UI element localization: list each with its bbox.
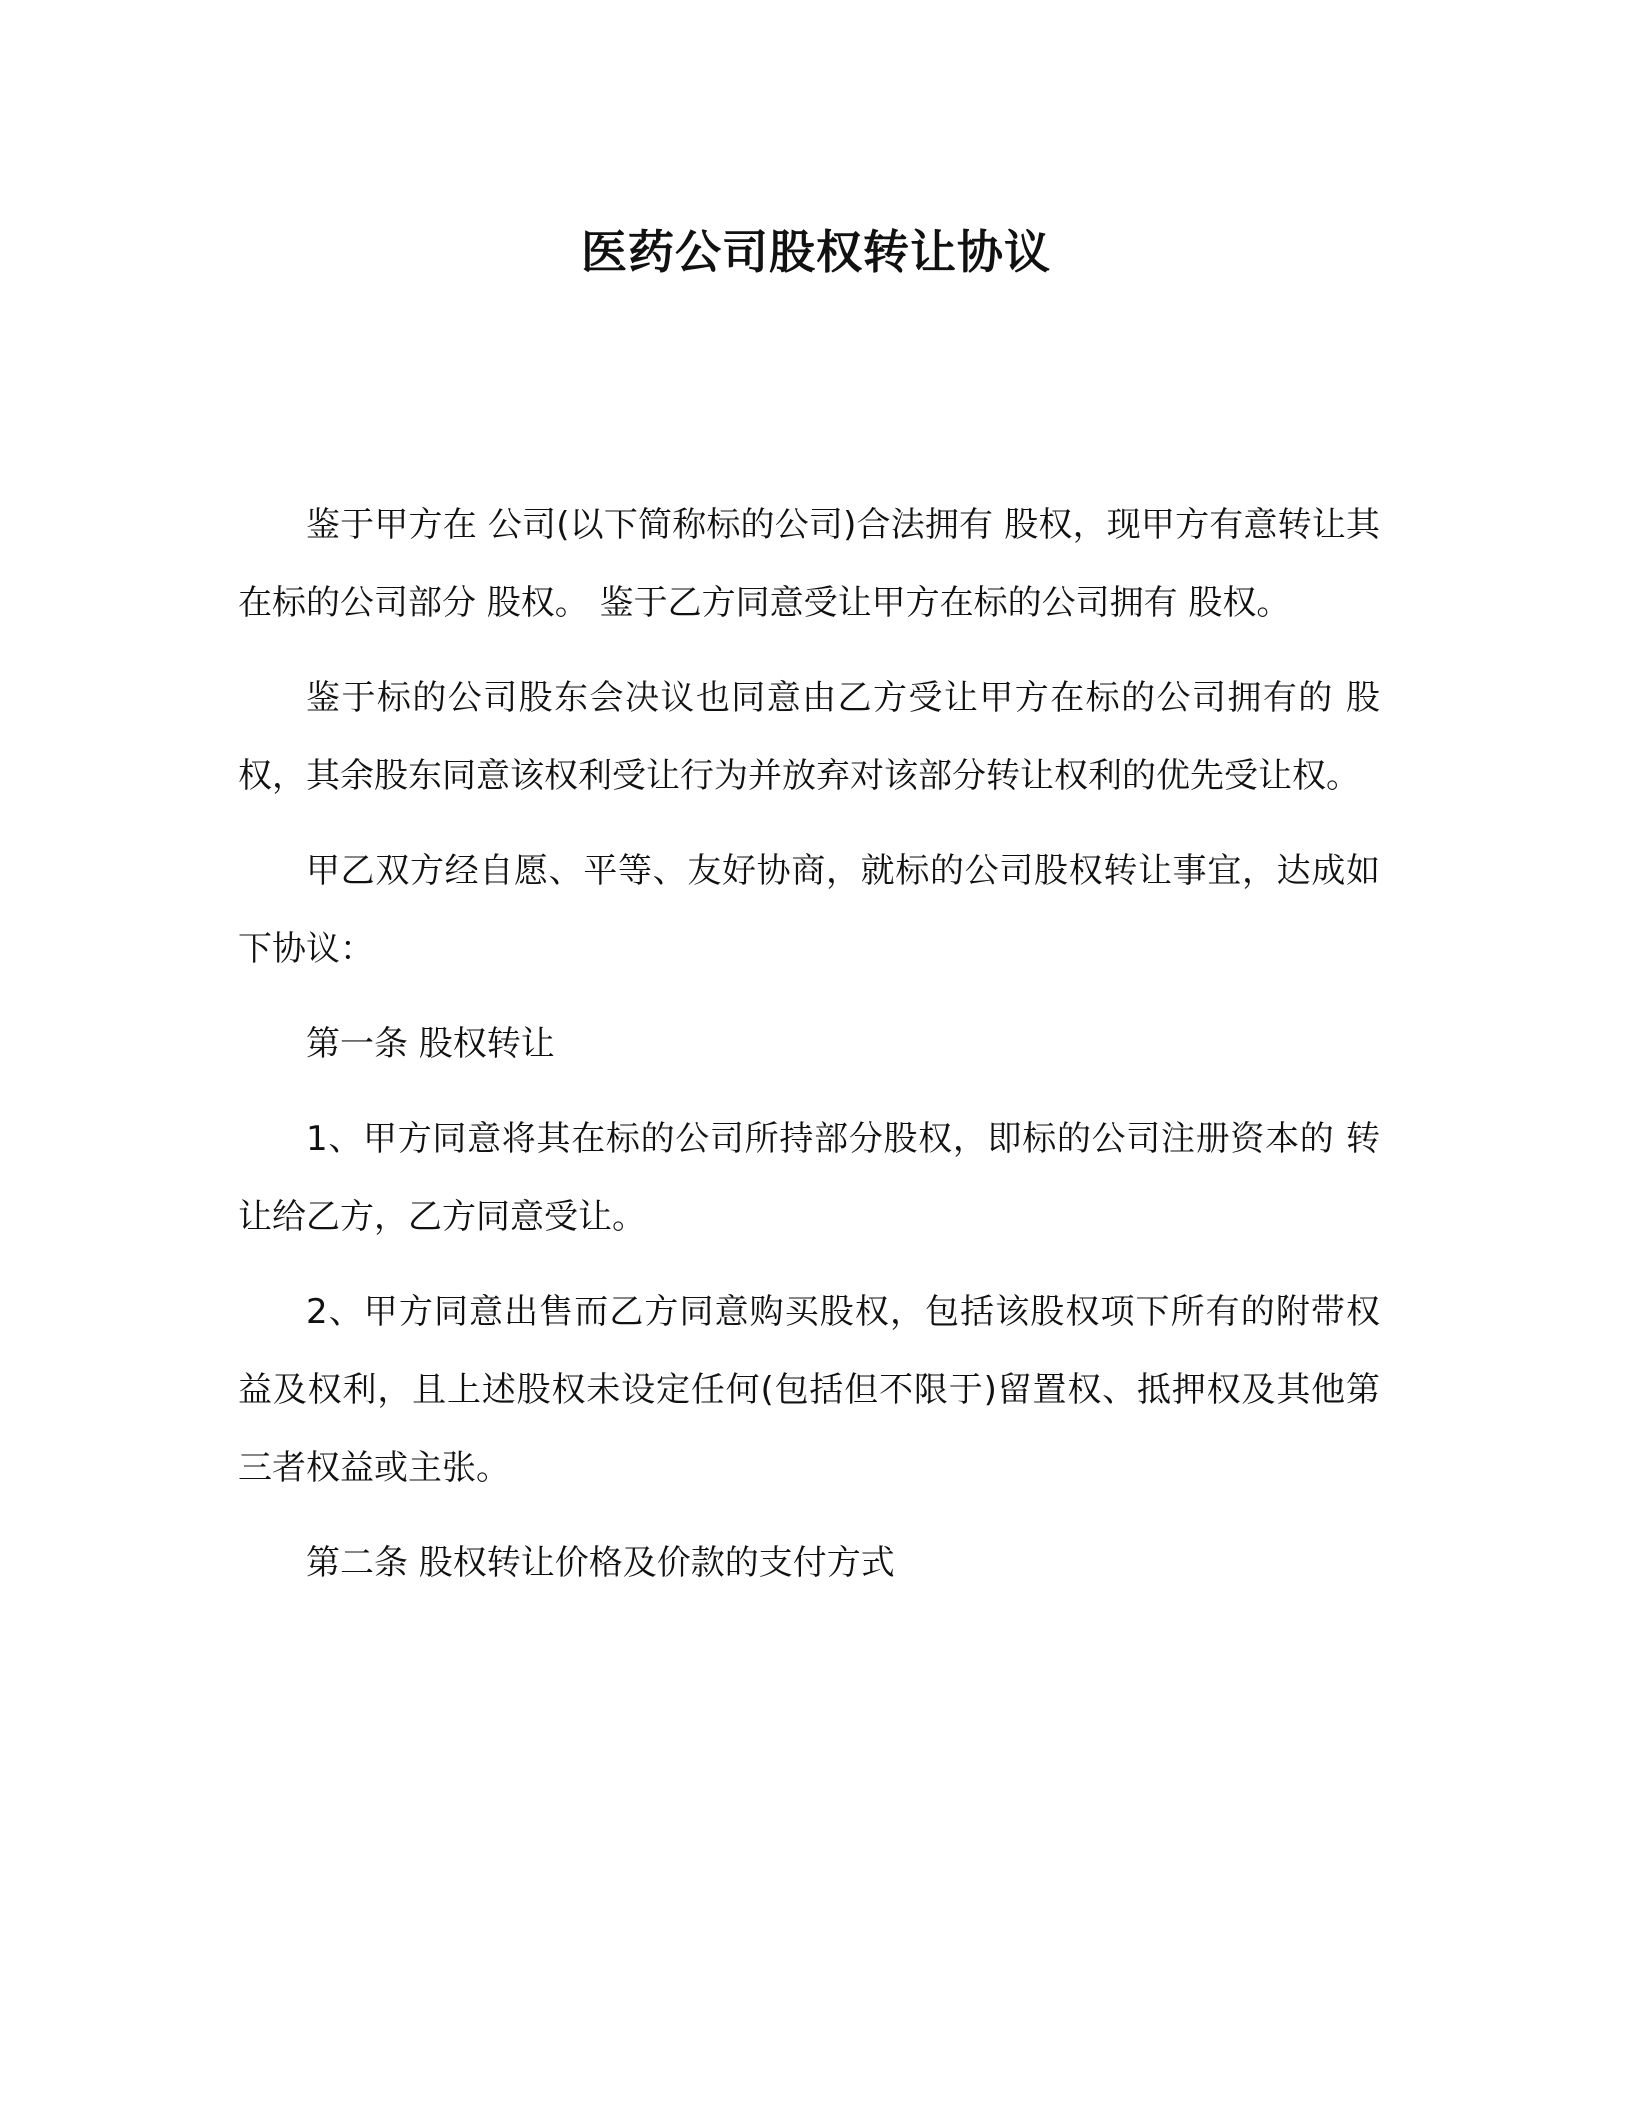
paragraph-recital-2: 鉴于标的公司股东会决议也同意由乙方受让甲方在标的公司拥有的 股权，其余股东同意该权利受让行为并放弃对该部分转让权利的优先受让权。	[238, 678, 1380, 796]
article-1-clause-2: 2、甲方同意出售而乙方同意购买股权，包括该股权项下所有的附带权益及权利，且上述股权未设定任何(包括但不限于)留置权、抵押权及其他第三者权益或主张。	[238, 1292, 1380, 1488]
document-body	[238, 486, 1380, 1619]
article-1-clause-1: 1、甲方同意将其在标的公司所持部分股权，即标的公司注册资本的 转让给乙方，乙方同意受让。	[238, 1119, 1380, 1237]
document-title: 医药公司股权转让协议	[581, 225, 1051, 279]
article-1-heading: 第一条 股权转让	[306, 1024, 555, 1064]
paragraph-agreement-intro: 甲乙双方经自愿、平等、友好协商，就标的公司股权转让事宜，达成如下协议：	[238, 851, 1380, 969]
article-2-heading: 第二条 股权转让价格及价款的支付方式	[306, 1543, 895, 1583]
paragraph-recital-1: 鉴于甲方在 公司(以下简称标的公司)合法拥有 股权，现甲方有意转让其在标的公司部分 股权。 鉴于乙方同意受让甲方在标的公司拥有 股权。	[238, 505, 1380, 623]
